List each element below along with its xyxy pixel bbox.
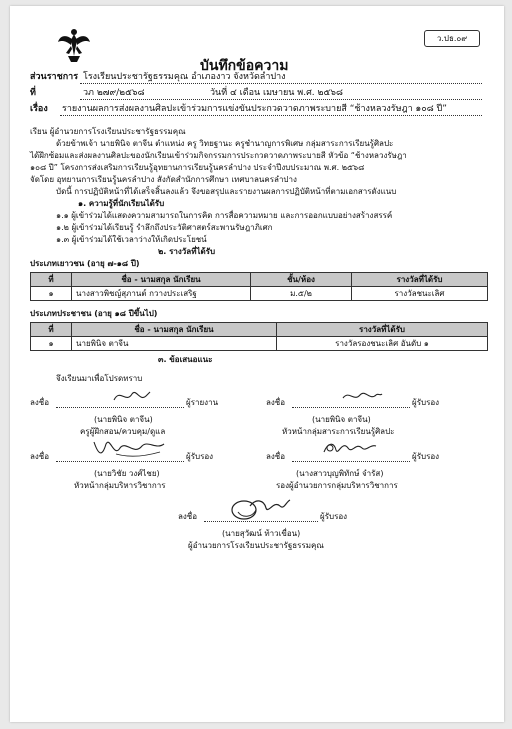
signer-role: ผู้รับรอง: [320, 512, 348, 521]
signature-mark: [226, 492, 292, 524]
category-label: ประเภทเยาวชน (อายุ ๗-๑๘ ปี): [30, 259, 140, 268]
body-line: ด้วยข้าพเจ้า นายพินิจ ตาจีน ตำแหน่ง ครู วิทยฐานะ ครูชำนาญการพิเศษ กลุ่มสาระการเรียนรู้ศิลปะ: [56, 139, 394, 148]
section-heading: ๒. รางวัลที่ได้รับ: [158, 247, 216, 256]
date-text: วันที่ ๔ เดือน เมษายน พ.ศ. ๒๕๖๘: [210, 88, 343, 98]
sign-prefix: ลงชื่อ: [30, 398, 50, 407]
sign-prefix: ลงชื่อ: [30, 452, 50, 461]
signer-role: ผู้รายงาน: [186, 398, 219, 407]
sign-prefix: ลงชื่อ: [178, 512, 198, 521]
signer-name: (นายพินิจ ตาจีน): [312, 415, 371, 424]
signer-position: หัวหน้ากลุ่มสาระการเรียนรู้ศิลปะ: [282, 427, 395, 436]
signer-position: ผู้อำนวยการโรงเรียนประชารัฐธรรมคุณ: [188, 541, 324, 550]
subject-label: เรื่อง: [30, 104, 48, 114]
garuda-emblem-icon: [57, 26, 91, 64]
body-line: ได้ฝึกซ้อมและส่งผลงานศิลปะของนักเรียนเข้าร่วมกิจกรรมการประกวดวาดภาพระบายสี หัวข้อ “ช้างหลวงรัษฎา: [30, 151, 407, 160]
signer-role: ผู้รับรอง: [412, 398, 440, 407]
signature-mark: [340, 386, 384, 406]
ref-value: วภ ๒๗๙/๒๕๖๘: [83, 88, 145, 98]
signer-position: รองผู้อำนวยการกลุ่มบริหารวิชาการ: [276, 481, 398, 490]
signature-line: [292, 407, 410, 408]
closing-text: จึงเรียนมาเพื่อโปรดทราบ: [56, 374, 143, 383]
column-header: รางวัลที่ได้รับ: [352, 273, 488, 287]
ref-dotline: [80, 99, 482, 100]
list-item: ๑.๒ ผู้เข้าร่วมได้เรียนรู้ รำลึกถึงประวัติศาสตร์สะพานรัษฎาภิเศก: [56, 223, 273, 232]
youth-awards-table: [30, 272, 488, 301]
table-cell: ๑: [31, 337, 72, 351]
document-code: ว.ปธ.๐๙: [424, 30, 480, 47]
table-cell: รางวัลรองชนะเลิศ อันดับ ๑: [277, 337, 488, 351]
subject-value: รายงานผลการส่งผลงานศิลปะเข้าร่วมการแข่งขันประกวดวาดภาพระบายสี “ช้างหลวงรัษฎา ๑๐๘ ปี”: [62, 104, 447, 114]
table-header-row: [31, 323, 488, 337]
list-item: ๑.๓ ผู้เข้าร่วมได้ใช้เวลาว่างให้เกิดประโยชน์: [56, 235, 207, 244]
table-cell: ม.๕/๒: [251, 287, 352, 301]
column-header: ที่: [31, 273, 72, 287]
agency-dotline: [80, 83, 482, 84]
signature-mark: [110, 386, 154, 406]
signer-name: (นายวิชัย วงศ์ไชย): [94, 469, 160, 478]
body-line: ๑๐๘ ปี” โครงการส่งเสริมการเรียนรู้อุทยานการเรียนรู้นครลำปาง ประจำปีงบประมาณ พ.ศ. ๒๕๖๘: [30, 163, 365, 172]
table-cell: รางวัลชนะเลิศ: [352, 287, 488, 301]
table-row: [31, 287, 488, 301]
signer-role: ผู้รับรอง: [186, 452, 214, 461]
signer-name: (นางสาวบุญพิทักษ์ จำรัส): [296, 469, 384, 478]
signer-position: ครูผู้ฝึกสอน/ควบคุม/ดูแล: [80, 427, 166, 436]
signature-mark: [90, 434, 168, 462]
category-label: ประเภทประชาชน (อายุ ๑๘ ปีขึ้นไป): [30, 309, 158, 318]
memo-page: [10, 6, 504, 722]
public-awards-table: [30, 322, 488, 351]
table-header-row: [31, 273, 488, 287]
section-heading: ๓. ข้อเสนอแนะ: [158, 355, 213, 364]
page-title: บันทึกข้อความ: [200, 58, 289, 74]
column-header: ที่: [31, 323, 72, 337]
salutation: เรียน ผู้อำนวยการโรงเรียนประชารัฐธรรมคุณ: [30, 127, 186, 136]
table-cell: นายพินิจ ตาจีน: [72, 337, 277, 351]
signature-mark: [320, 436, 380, 462]
table-cell: นางสาวพิชญ์สุภานต์ กวางประเสริฐ: [72, 287, 251, 301]
column-header: ชื่อ - นามสกุล นักเรียน: [72, 323, 277, 337]
signer-name: (นายสุวัฒน์ ท้าวเขื่อน): [222, 529, 301, 538]
column-header: ชั้น/ห้อง: [251, 273, 352, 287]
sign-prefix: ลงชื่อ: [266, 398, 286, 407]
list-item: ๑.๑ ผู้เข้าร่วมได้แสดงความสามารถในการคิด การสื่อความหมาย และการออกแบบอย่างสร้างสรรค์: [56, 211, 393, 220]
signer-name: (นายพินิจ ตาจีน): [94, 415, 153, 424]
section-heading: ๑. ความรู้ที่นักเรียนได้รับ: [78, 199, 165, 208]
body-line: บัดนี้ การปฏิบัติหน้าที่ได้เสร็จสิ้นลงแล้ว จึงขอสรุปและรายงานผลการปฏิบัติหน้าที่ตามเอกสารดังแนบ: [56, 187, 397, 196]
table-cell: ๑: [31, 287, 72, 301]
signer-role: ผู้รับรอง: [412, 452, 440, 461]
signature-line: [56, 407, 184, 408]
agency-value: โรงเรียนประชารัฐธรรมคุณ อำเภองาว จังหวัดลำปาง: [83, 72, 286, 82]
subject-dotline: [60, 115, 482, 116]
column-header: รางวัลที่ได้รับ: [277, 323, 488, 337]
column-header: ชื่อ - นามสกุล นักเรียน: [72, 273, 251, 287]
sign-prefix: ลงชื่อ: [266, 452, 286, 461]
signer-position: หัวหน้ากลุ่มบริหารวิชาการ: [74, 481, 166, 490]
agency-label: ส่วนราชการ: [30, 72, 79, 82]
ref-label: ที่: [30, 88, 36, 98]
table-row: [31, 337, 488, 351]
body-line: จัดโดย อุทยานการเรียนรู้นครลำปาง สังกัดสำนักการศึกษา เทศบาลนครลำปาง: [30, 175, 297, 184]
